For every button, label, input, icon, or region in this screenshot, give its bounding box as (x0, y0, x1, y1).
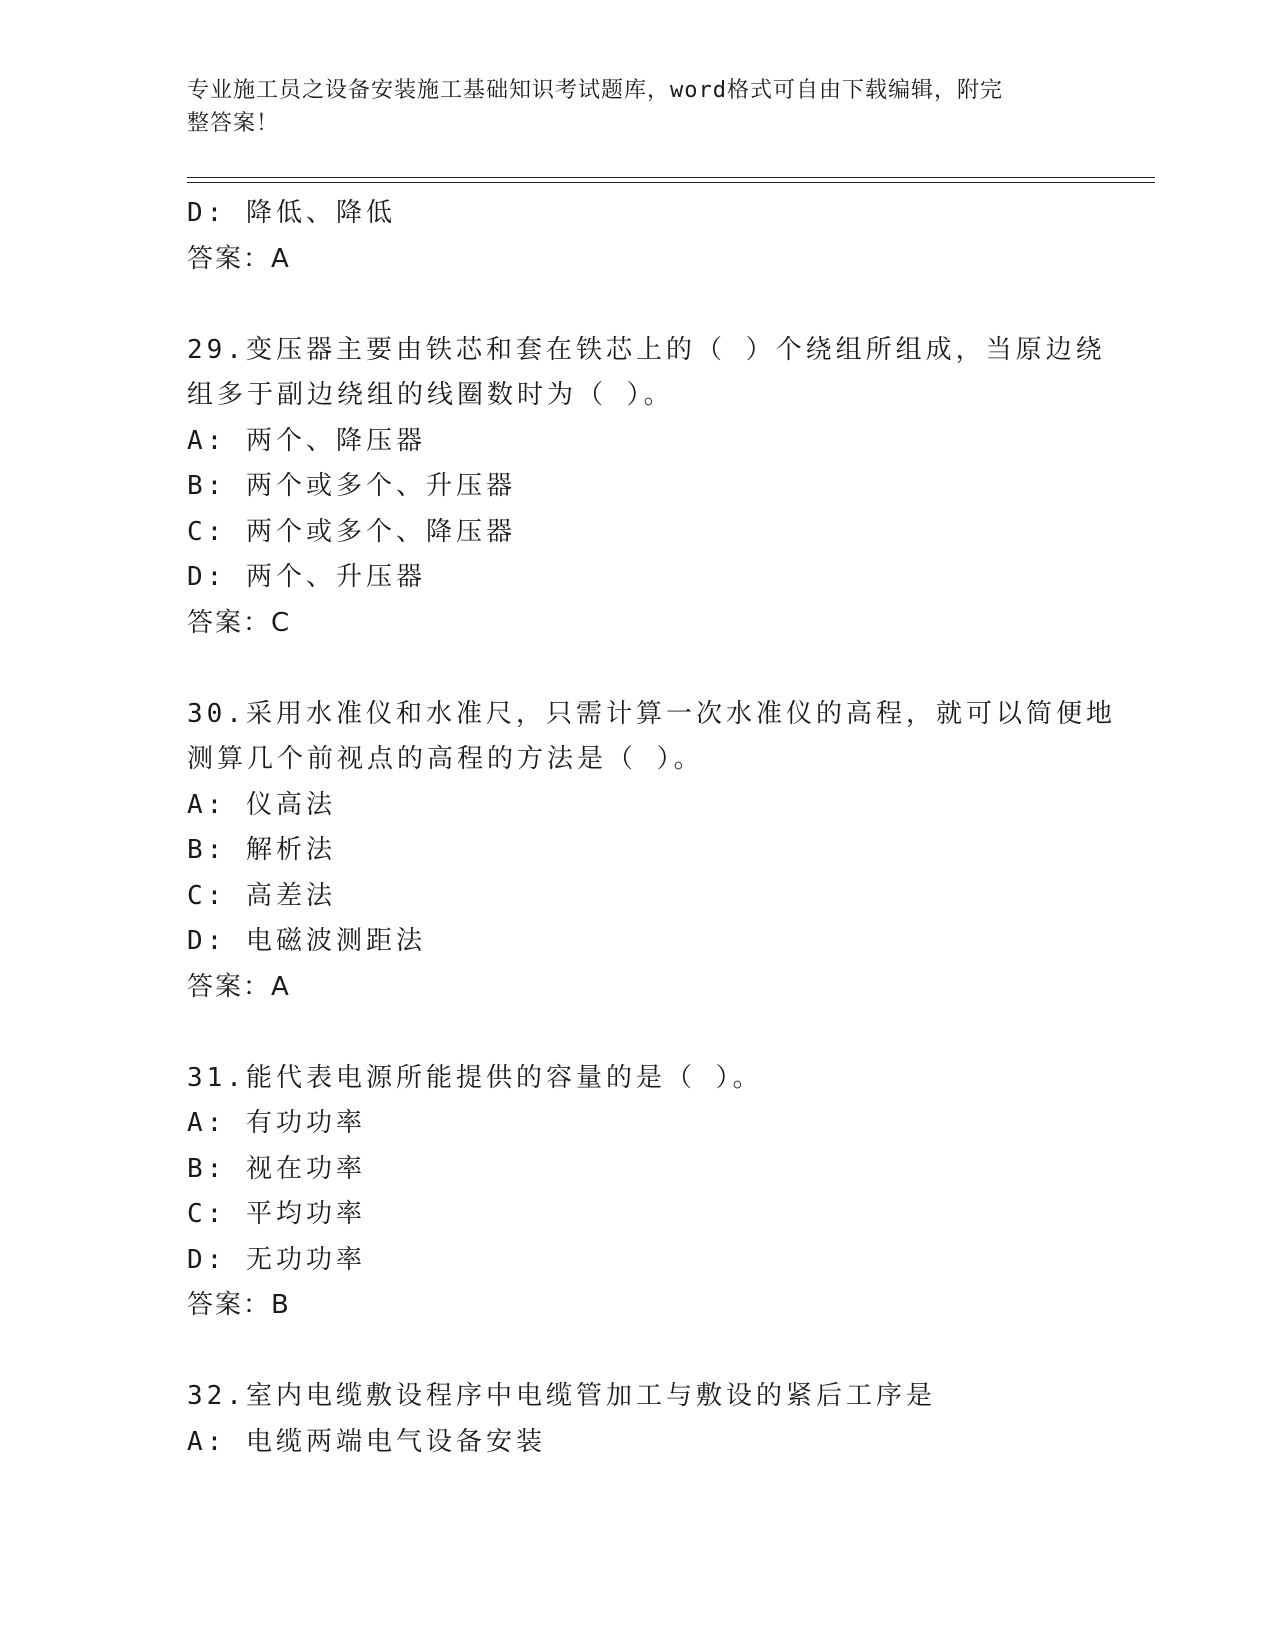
spacer (187, 646, 1087, 692)
option-a: A: 有功功率 (187, 1108, 366, 1138)
option-b: B: 视在功率 (187, 1153, 366, 1184)
option-a: A: 电缆两端电气设备安装 (187, 1426, 546, 1457)
document-header (187, 74, 1077, 140)
header-divider-top (187, 177, 1155, 178)
header-line-1: 专业施工员之设备安装施工基础知识考试题库，word格式可自由下载编辑，附完 (187, 78, 1003, 103)
question-stem: 29.变压器主要由铁芯和套在铁芯上的（ ）个绕组所组成，当原边绕 (187, 334, 1106, 365)
option-c: C: 平均功率 (187, 1199, 366, 1229)
answer: 答案：C (187, 607, 292, 638)
option-c: C: 两个或多个、降压器 (187, 516, 516, 547)
option-d: D: 无功功率 (187, 1244, 366, 1275)
answer: 答案：A (187, 971, 291, 1002)
question-list (187, 191, 1116, 1465)
question-stem: 32.室内电缆敷设程序中电缆管加工与敷设的紧后工序是 (187, 1381, 936, 1411)
option-d: D: 电磁波测距法 (187, 926, 426, 956)
option-b: B: 解析法 (187, 835, 336, 865)
option-a: A: 两个、降压器 (187, 425, 426, 456)
prev-option-d: D: 降低、降低 (187, 198, 396, 228)
spacer (187, 1010, 1087, 1056)
option-b: B: 两个或多个、升压器 (187, 471, 516, 501)
question-30 (187, 692, 1116, 1011)
header-divider-bottom (187, 182, 1155, 183)
question-32 (187, 1374, 1087, 1465)
spacer (187, 282, 1087, 328)
spacer (187, 1329, 1087, 1375)
option-d: D: 两个、升压器 (187, 562, 426, 592)
question-stem: 31.能代表电源所能提供的容量的是（ ）。 (187, 1062, 763, 1093)
question-29 (187, 328, 1106, 647)
header-line-2: 整答案！ (187, 111, 280, 136)
prev-answer: 答案：A (187, 243, 291, 274)
question-31 (187, 1056, 1087, 1329)
answer: 答案：B (187, 1290, 291, 1320)
option-a: A: 仪高法 (187, 789, 336, 820)
question-stem: 30.采用水准仪和水准尺，只需计算一次水准仪的高程，就可以简便地 (187, 698, 1116, 729)
question-stem-continued: 测算几个前视点的高程的方法是（ ）。 (187, 744, 704, 774)
option-c: C: 高差法 (187, 880, 336, 911)
question-stem-continued: 组多于副边绕组的线圈数时为（ ）。 (187, 380, 674, 410)
